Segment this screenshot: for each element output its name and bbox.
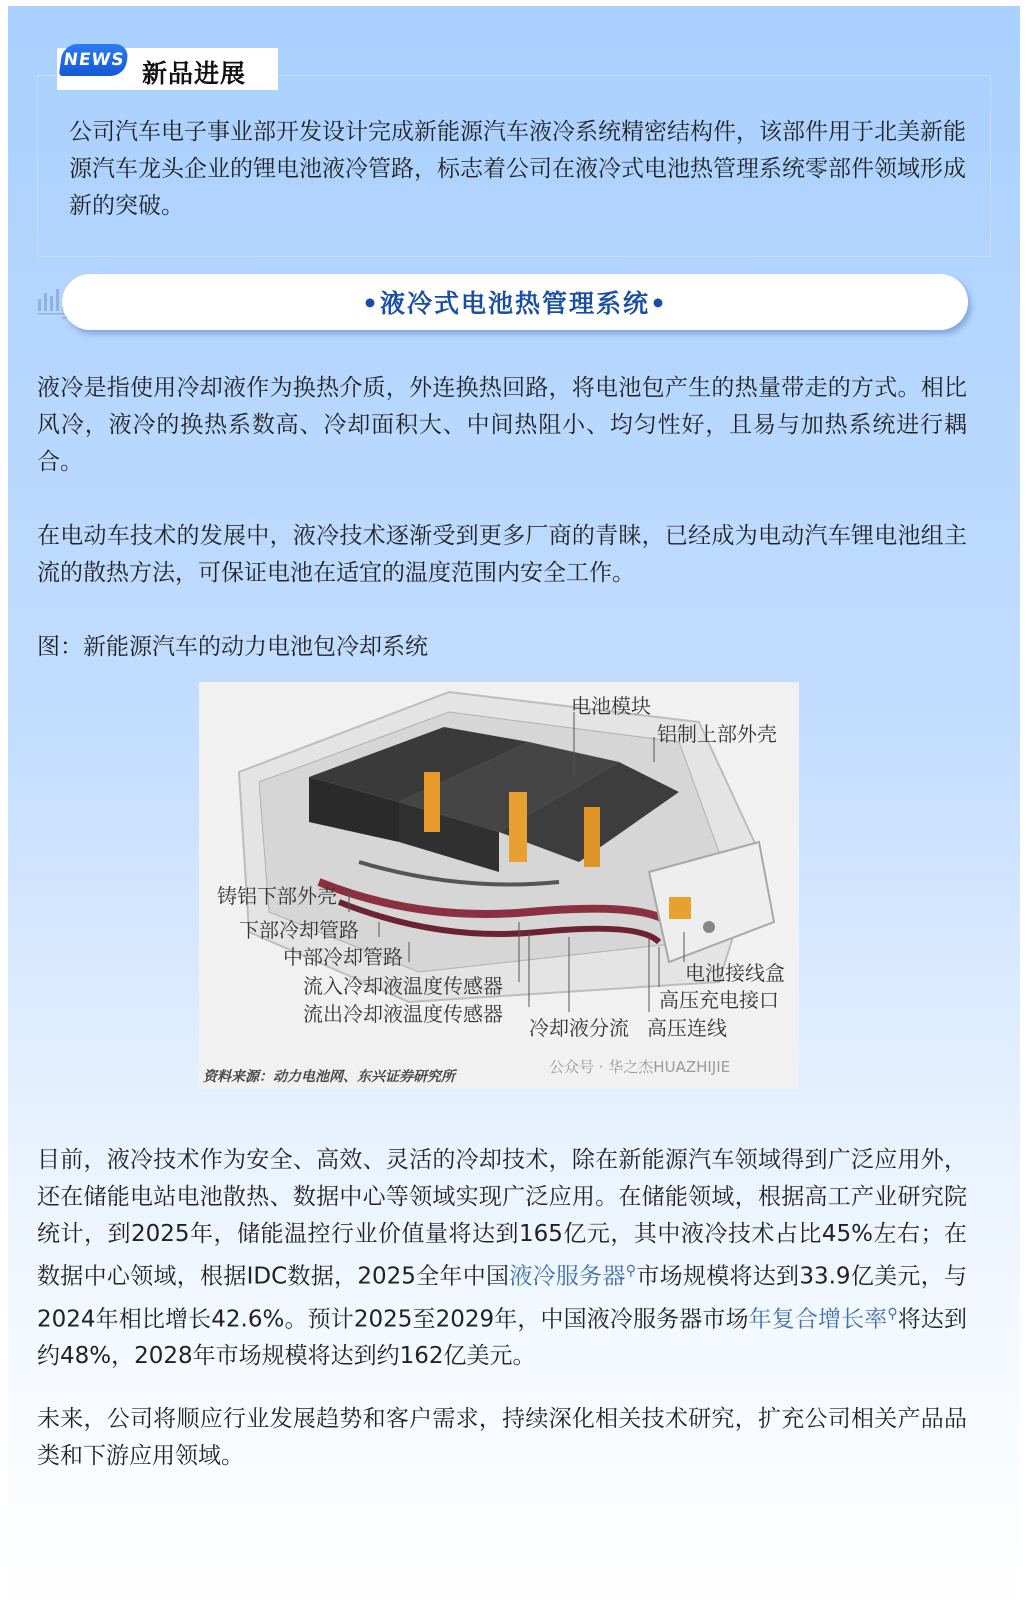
search-icon: ⚲ bbox=[625, 1263, 637, 1279]
label-hv-port: 高压充电接口 bbox=[659, 988, 779, 1012]
article-page bbox=[8, 6, 1020, 1616]
battery-pack-figure bbox=[199, 682, 799, 1089]
label-inlet-sensor: 流入冷却液温度传感器 bbox=[303, 974, 503, 998]
news-tab bbox=[57, 48, 278, 90]
section-title: •液冷式电池热管理系统• bbox=[362, 289, 668, 318]
news-badge: NEWS bbox=[59, 44, 129, 76]
label-junction-box: 电池接线盒 bbox=[685, 961, 785, 985]
figure-watermark: 公众号 · 华之杰HUAZHIJIE bbox=[549, 1058, 731, 1076]
label-lower-pipe: 下部冷却管路 bbox=[239, 918, 359, 942]
figure-source: 资料来源：动力电池网、东兴证券研究所 bbox=[203, 1069, 455, 1085]
paragraph-1: 液冷是指使用冷却液作为换热介质，外连换热回路，将电池包产生的热量带走的方式。相比风冷，液冷的换热系数高、冷却面积大、中间热阻小、均匀性好，且易与加热系统进行耦合。 bbox=[37, 375, 967, 475]
link-cagr[interactable]: 年复合增长率 bbox=[748, 1306, 888, 1333]
link-liquid-cooled-server[interactable]: 液冷服务器 bbox=[509, 1263, 626, 1290]
figure-caption: 图：新能源汽车的动力电池包冷却系统 bbox=[37, 634, 428, 660]
news-text: 公司汽车电子事业部开发设计完成新能源汽车液冷系统精密结构件，该部件用于北美新能源汽车龙头企业的锂电池液冷管路，标志着公司在液冷式电池热管理系统零部件领域形成新的突破。 bbox=[69, 119, 966, 219]
paragraph-3: 目前，液冷技术作为安全、高效、灵活的冷却技术，除在新能源汽车领域得到广泛应用外，还在储能电站电池散热、数据中心等领域实现广泛应用。在储能领域，根据高工产业研究院统计，到2025年，储能温控行业价值量将达到165亿元，其中液冷技术占比45%左右；在数据中心领域，根据IDC数据，2025全年中国液冷服务器⚲市场规模将达到33.9亿美元，与2024年相比增长42.6%。预计2025至2029年，中国液冷服务器市场年复合增长率⚲将达到约48%，2028年市场规模将达到约162亿美元。 bbox=[37, 1147, 968, 1370]
label-outlet-sensor: 流出冷却液温度传感器 bbox=[303, 1002, 503, 1026]
label-coolant-split: 冷却液分流 bbox=[529, 1016, 629, 1040]
label-upper-shell: 铝制上部外壳 bbox=[657, 722, 777, 746]
paragraph-4: 未来，公司将顺应行业发展趋势和客户需求，持续深化相关技术研究，扩充公司相关产品品类和下游应用领域。 bbox=[37, 1406, 967, 1469]
label-middle-pipe: 中部冷却管路 bbox=[283, 945, 403, 969]
label-battery-module: 电池模块 bbox=[571, 694, 651, 718]
news-title: 新品进展 bbox=[142, 59, 247, 88]
search-icon: ⚲ bbox=[887, 1305, 898, 1322]
section-header bbox=[62, 274, 968, 330]
paragraph-2: 在电动车技术的发展中，液冷技术逐渐受到更多厂商的青睐，已经成为电动汽车锂电池组主流的散热方法，可保证电池在适宜的温度范围内安全工作。 bbox=[37, 523, 967, 586]
label-hv-cable: 高压连线 bbox=[647, 1016, 727, 1040]
label-lower-shell: 铸铝下部外壳 bbox=[217, 884, 337, 908]
